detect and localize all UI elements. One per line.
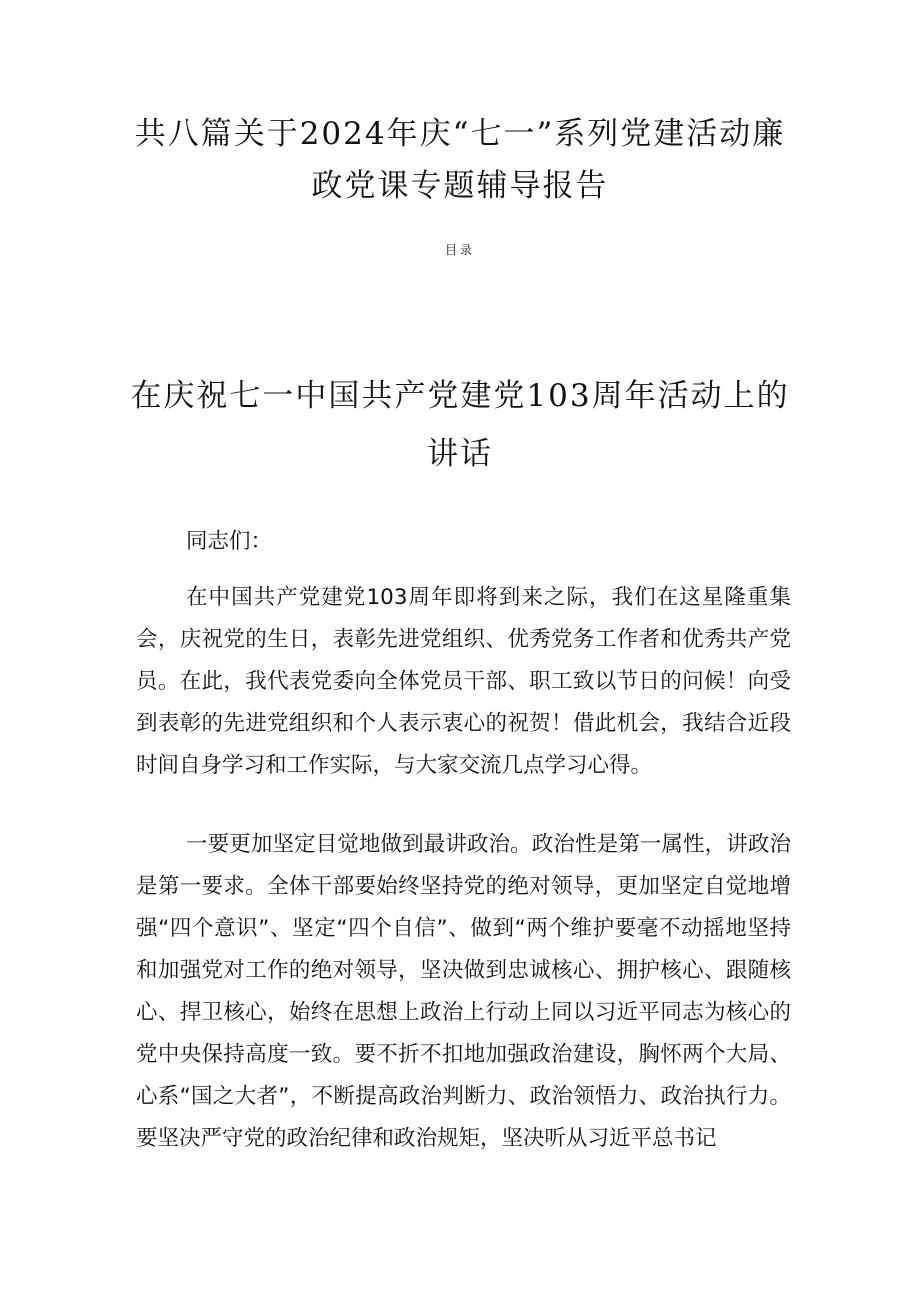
table-of-contents-label: 目录 — [444, 243, 475, 257]
greeting: 同志们： — [186, 529, 273, 554]
speech-title: 在庆祝七一中国共产党建党103周年活动上的讲话 — [130, 378, 790, 472]
document-title: 共八篇关于2024年庆“七一”系列党建活动廉政党课专题辅导报告 — [134, 116, 786, 204]
paragraph-2: 一要更加坚定目觉地做到最讲政治。政治性是第一属性，讲政治是第一要求。全体干部要始终坚持党的绝对领导，更加坚定自觉地增强“四个意识”、坚定“四个自信”、做到“两个维护要毫不动摇地坚持和加强党对工作的绝对领导，坚决做到忠诚核心、拥护核心、跟随核心、捍卫核心，始终在思想上政治上行动上同以习近平同志为核心的党中央保持高度一致。要不折不扣地加强政治建设，胸怀两个大局、心系“国之大者”，不断提高政治判断力、政治领悟力、政治执行力。要坚决严守党的政治纪律和政治规矩，坚决听从习近平总书记 — [136, 832, 791, 1151]
paragraph-1: 在中国共产党建党103周年即将到来之际，我们在这星隆重集会，庆祝党的生日，表彰先进党组织、优秀党务工作者和优秀共产党员。在此，我代表党委向全体党员干部、职工致以节日的问候！向受到表彰的先进党组织和个人表示衷心的祝贺！借此机会，我结合近段时间自身学习和工作实际，与大家交流几点学习心得。 — [136, 585, 791, 778]
